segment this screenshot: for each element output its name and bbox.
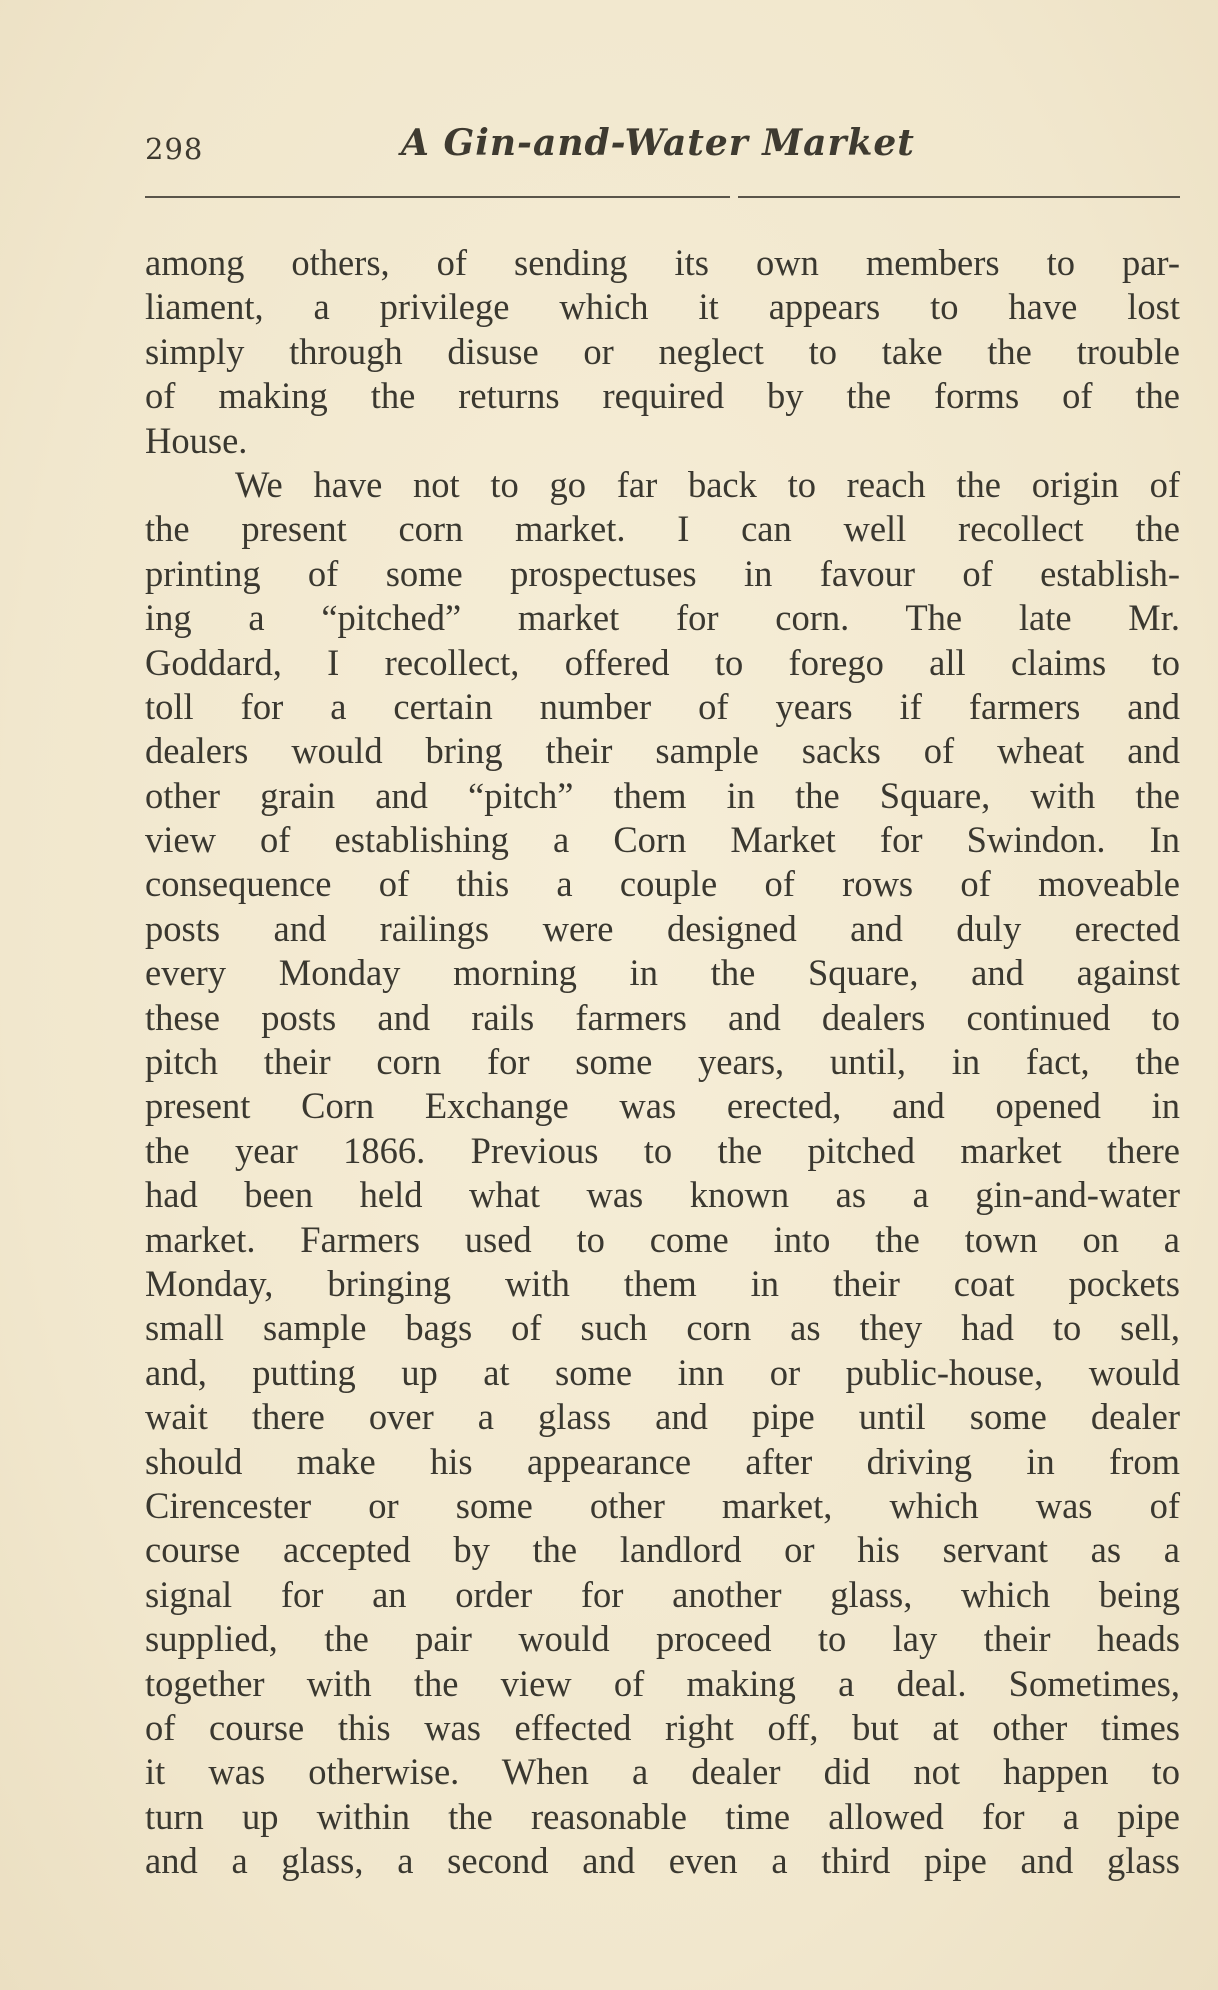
text-line: liament, a privilege which it appears to have lost <box>145 286 1180 328</box>
text-line: dealers would bring their sample sacks of wheat and <box>145 730 1180 772</box>
text-line: present Corn Exchange was erected, and opened in <box>145 1085 1180 1127</box>
text-line: had been held what was known as a gin-and-water <box>145 1174 1180 1216</box>
text-line: view of establishing a Corn Market for Swindon. In <box>145 819 1180 861</box>
text-line: small sample bags of such corn as they had to sell, <box>145 1307 1180 1349</box>
text-line: pitch their corn for some years, until, in fact, the <box>145 1041 1180 1083</box>
text-line: Goddard, I recollect, offered to forego all claims to <box>145 641 1180 683</box>
body-text <box>145 241 1180 1883</box>
header-rule-left <box>145 196 730 198</box>
text-line: wait there over a glass and pipe until some dealer <box>145 1396 1180 1438</box>
page-header <box>145 118 1180 168</box>
text-line: supplied, the pair would proceed to lay their heads <box>145 1618 1180 1660</box>
text-line: toll for a certain number of years if farmers and <box>145 685 1180 727</box>
running-title: A Gin-and-Water Market <box>401 122 915 164</box>
text-line: House. <box>145 419 248 461</box>
text-line: market. Farmers used to come into the town on a <box>145 1218 1180 1260</box>
text-line: other grain and “pitch” them in the Square, with the <box>145 774 1180 816</box>
text-line: posts and railings were designed and duly erected <box>145 907 1180 949</box>
text-line: simply through disuse or neglect to take the trouble <box>145 330 1180 372</box>
text-line: of making the returns required by the forms of the <box>145 375 1180 417</box>
text-line: turn up within the reasonable time allowed for a pipe <box>145 1795 1180 1837</box>
text-line: together with the view of making a deal. Sometimes, <box>145 1662 1180 1704</box>
text-line: of course this was effected right off, but at other times <box>145 1706 1180 1748</box>
text-line: course accepted by the landlord or his servant as a <box>145 1529 1180 1571</box>
header-rule-right <box>738 196 1180 198</box>
text-line: We have not to go far back to reach the origin of <box>235 463 1180 505</box>
text-line: among others, of sending its own members to par- <box>145 242 1180 283</box>
text-line: consequence of this a couple of rows of moveable <box>145 863 1180 905</box>
text-line: should make his appearance after driving in from <box>145 1440 1180 1482</box>
text-line: the year 1866. Previous to the pitched market there <box>145 1129 1180 1171</box>
text-line: Cirencester or some other market, which was of <box>145 1484 1180 1526</box>
text-line: it was otherwise. When a dealer did not happen to <box>145 1751 1180 1793</box>
text-line: the present corn market. I can well recollect the <box>145 508 1180 550</box>
text-line: and a glass, a second and even a third pipe and glass <box>145 1840 1180 1882</box>
text-line: printing of some prospectuses in favour of establish- <box>145 552 1180 594</box>
text-line: Monday, bringing with them in their coat pockets <box>145 1262 1180 1304</box>
text-line: ing a “pitched” market for corn. The late Mr. <box>145 597 1180 639</box>
text-line: and, putting up at some inn or public-house, would <box>145 1351 1180 1393</box>
text-line: these posts and rails farmers and dealers continued to <box>145 996 1180 1038</box>
page-number: 298 <box>145 132 204 166</box>
text-line: signal for an order for another glass, which being <box>145 1573 1180 1615</box>
text-line: every Monday morning in the Square, and against <box>145 952 1180 994</box>
